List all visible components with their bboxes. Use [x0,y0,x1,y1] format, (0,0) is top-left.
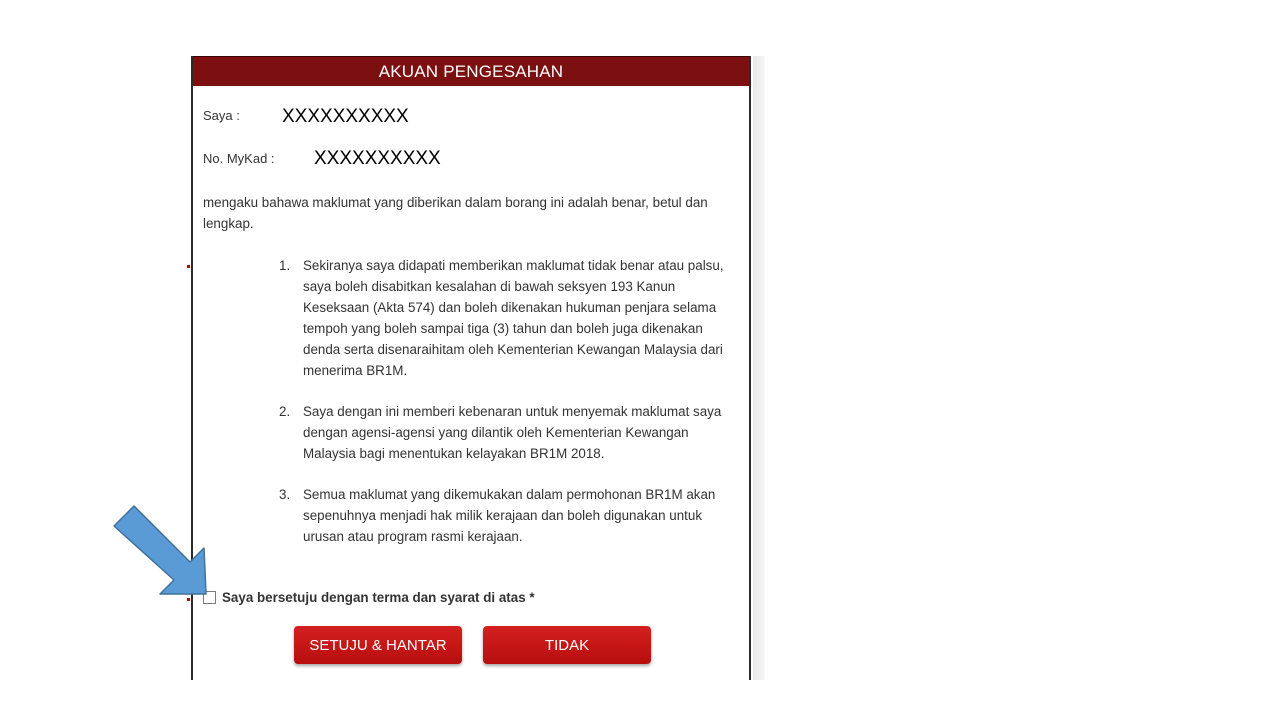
term-text: Semua maklumat yang dikemukakan dalam permohonan BR1M akan sepenuhnya menjadi hak milik kerajaan dan boleh digunakan untuk urusan atau program rasmi kerajaan. [303,487,716,544]
arrow-pointer-icon [112,504,222,600]
term-item [279,401,741,464]
agree-row [203,590,535,605]
mykad-value: XXXXXXXXXX [314,148,441,169]
term-text: Saya dengan ini memberi kebenaran untuk menyemak maklumat saya dengan agensi-agensi yang dilantik oleh Kementerian Kewangan Malaysia bagi menentukan kelayakan BR1M 2018. [303,404,722,461]
agree-label[interactable]: Saya bersetuju dengan terma dan syarat di atas * [222,590,535,605]
agree-submit-button[interactable]: SETUJU & HANTAR [294,626,462,664]
edge-marker [187,265,190,268]
decline-button[interactable]: TIDAK [483,626,651,664]
term-number: 2. [279,404,291,419]
confirmation-panel [191,56,751,680]
mykad-row [203,151,275,166]
term-item [279,484,741,547]
name-label: Saya : [203,108,240,123]
term-number: 1. [279,258,291,273]
term-number: 3. [279,487,291,502]
term-item [279,255,741,381]
terms-list [279,255,741,567]
mykad-label: No. MyKad : [203,151,275,166]
term-text: Sekiranya saya didapati memberikan maklumat tidak benar atau palsu, saya boleh disabitkan kesalahan di bawah seksyen 193 Kanun Keseksaan (Akta 574) dan boleh dikenakan hukuman penjara selama tempoh yang boleh sampai tiga (3) tahun dan boleh juga dikenakan denda serta disenaraihitam oleh Kementerian Kewangan Malaysia dari menerima BR1M. [303,258,724,378]
panel-title: AKUAN PENGESAHAN [193,56,749,86]
name-value: XXXXXXXXXX [282,106,409,127]
panel-shadow [753,56,765,680]
name-row [203,108,240,123]
declaration-intro: mengaku bahawa maklumat yang diberikan dalam borang ini adalah benar, betul dan lengkap. [203,195,708,231]
